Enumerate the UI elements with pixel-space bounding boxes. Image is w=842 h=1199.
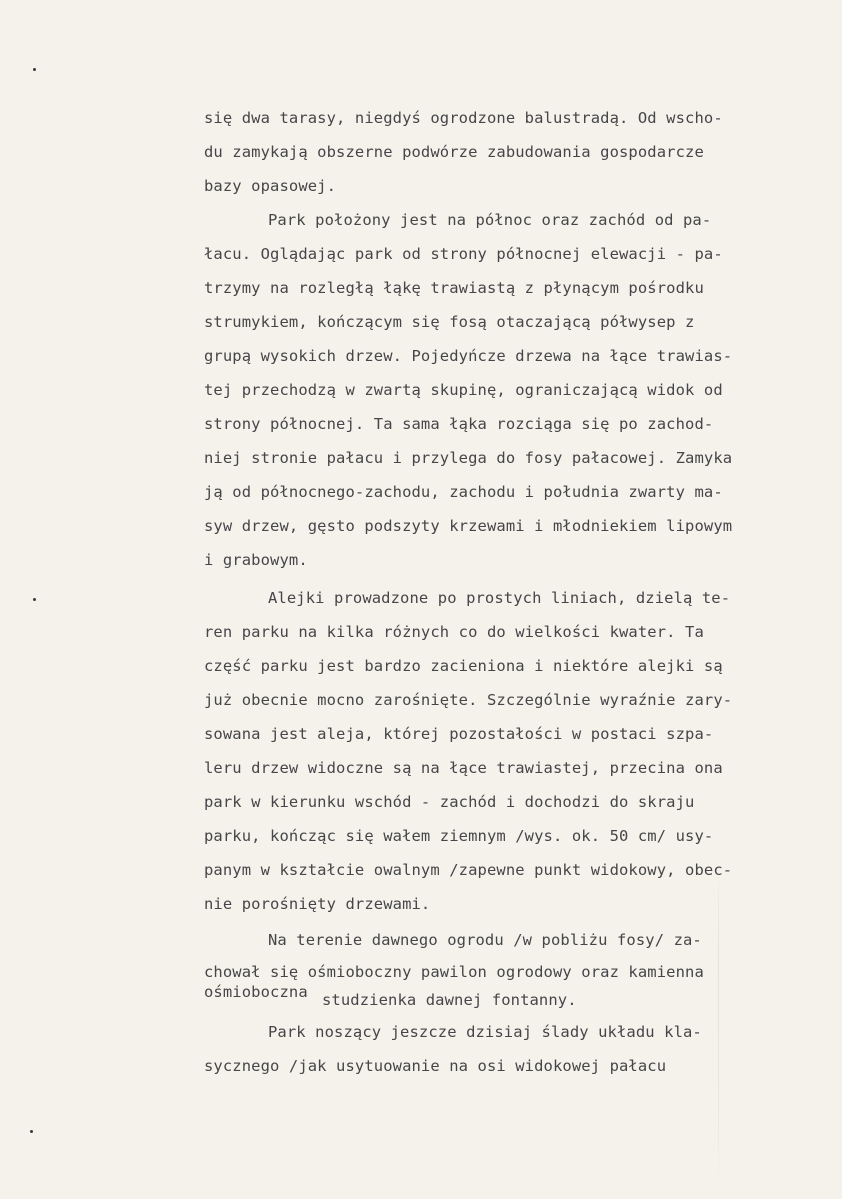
- text-line: łacu. Oglądając park od strony północnej elewacji - pa-: [204, 245, 723, 263]
- text-line: strony północnej. Ta sama łąka rozciąga się po zachod-: [204, 415, 714, 433]
- text-line-superscript: ośmioboczna: [204, 983, 308, 1001]
- text-line: się dwa tarasy, niegdyś ogrodzone balustradą. Od wscho-: [204, 109, 723, 127]
- text-line: tej przechodzą w zwartą skupinę, ograniczającą widok od: [204, 381, 723, 399]
- text-line: nie porośnięty drzewami.: [204, 895, 431, 913]
- punch-mark-middle: [33, 598, 36, 601]
- text-line: już obecnie mocno zarośnięte. Szczególnie wyraźnie zary-: [204, 691, 733, 709]
- text-line: du zamykają obszerne podwórze zabudowania gospodarcze: [204, 143, 704, 161]
- text-line: Park położony jest na północ oraz zachód od pa-: [268, 211, 712, 229]
- text-line: ren parku na kilka różnych co do wielkości kwater. Ta: [204, 623, 704, 641]
- text-line: Park noszący jeszcze dzisiaj ślady układu kla-: [268, 1023, 702, 1041]
- punch-mark-top: [33, 68, 36, 71]
- text-line: sowana jest aleja, której pozostałości w postaci szpa-: [204, 725, 714, 743]
- paper-fold-crease: [718, 860, 719, 1199]
- text-line: park w kierunku wschód - zachód i dochodzi do skraju: [204, 793, 695, 811]
- text-line: Alejki prowadzone po prostych liniach, dzielą te-: [268, 589, 731, 607]
- text-line: bazy opasowej.: [204, 177, 337, 195]
- text-line: studzienka dawnej fontanny.: [322, 991, 577, 1009]
- text-line: trzymy na rozległą łąkę trawiastą z płynącym pośrodku: [204, 279, 704, 297]
- text-line: panym w kształcie owalnym /zapewne punkt widokowy, obec-: [204, 861, 733, 879]
- text-line: sycznego /jak usytuowanie na osi widokowej pałacu: [204, 1057, 667, 1075]
- text-line: Na terenie dawnego ogrodu /w pobliżu fosy/ za-: [268, 931, 702, 949]
- text-line: syw drzew, gęsto podszyty krzewami i młodniekiem lipowym: [204, 517, 733, 535]
- text-line: grupą wysokich drzew. Pojedyńcze drzewa na łące trawias-: [204, 347, 733, 365]
- text-line: leru drzew widoczne są na łące trawiastej, przecina ona: [204, 759, 723, 777]
- text-line: część parku jest bardzo zacieniona i niektóre alejki są: [204, 657, 723, 675]
- text-line: i grabowym.: [204, 551, 308, 569]
- punch-mark-bottom: [30, 1130, 33, 1133]
- text-line: parku, kończąc się wałem ziemnym /wys. ok. 50 cm/ usy-: [204, 827, 714, 845]
- text-line: ją od północnego-zachodu, zachodu i południa zwarty ma-: [204, 483, 723, 501]
- text-line: strumykiem, kończącym się fosą otaczającą półwysep z: [204, 313, 695, 331]
- text-line: chował się ośmioboczny pawilon ogrodowy oraz kamienna: [204, 963, 704, 981]
- text-line: niej stronie pałacu i przylega do fosy pałacowej. Zamyka: [204, 449, 733, 467]
